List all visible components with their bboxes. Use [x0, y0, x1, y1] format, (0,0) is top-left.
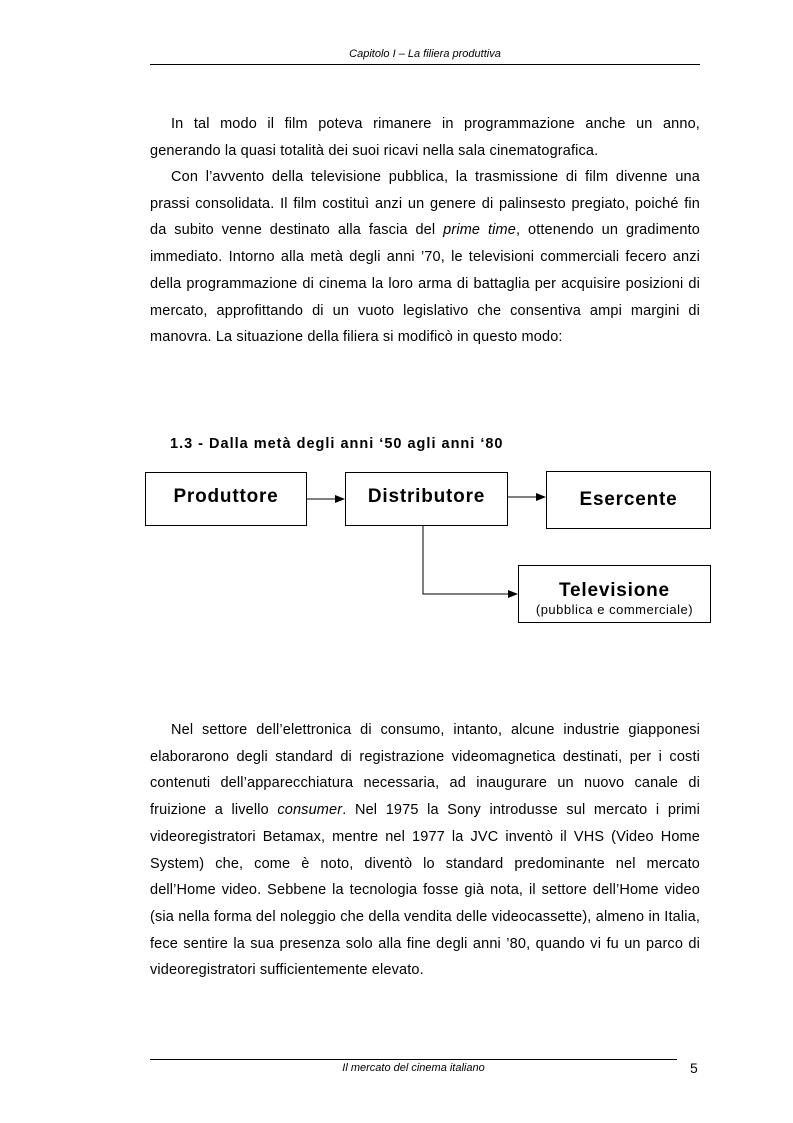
paragraph-2-italic-term: prime time [443, 222, 516, 239]
paragraph-3-text-b: . Nel 1975 la Sony introdusse sul mercato i primi videoregistratori Betamax, mentre nel 1977 la JVC inventò il VHS (Video Home System) che, come è noto, diventò lo standard predominante nel mercato dell’Home video. Sebbene la tecnologia fosse già nota, il settore dell’Home video (sia nella forma del noleggio che della vendita delle videocassette), almeno in Italia, fece sentire la sua presenza solo alla fine degli anni ’80, quando vi fu un parco di videoregistratori sufficientemente elevato. [150, 802, 700, 979]
footer-rule [150, 1059, 677, 1060]
box-esercente: Esercente [546, 471, 711, 529]
paragraph-1: In tal modo il film poteva rimanere in programmazione anche un anno, generando la quasi totalità dei suoi ricavi nella sala cinematografica. [150, 116, 700, 159]
paragraph-2-text-a: Con l’avvento della televisione pubblica, la trasmissione di film divenne una prassi consolidata. Il film costituì anzi un genere di palinsesto pregiato, poiché fin da subito venne destinato alla fascia del [150, 169, 700, 239]
running-header: Capitolo I – La filiera produttiva [349, 48, 501, 60]
running-footer: Il mercato del cinema italiano [342, 1062, 485, 1074]
box-televisione-label: Televisione [559, 580, 670, 601]
box-produttore: Produttore [145, 472, 307, 526]
page-number: 5 [690, 1060, 698, 1076]
figure-title: 1.3 - Dalla metà degli anni ‘50 agli anni ‘80 [170, 436, 504, 452]
box-televisione [518, 565, 711, 623]
paragraph-3-text-a: Nel settore dell’elettronica di consumo, intanto, alcune industrie giapponesi elaborarono degli standard di registrazione videomagnetica destinati, per i costi contenuti dell’apparecchiatura necessaria, ad inaugurare un nuovo canale di fruizione a livello [150, 722, 700, 819]
paragraph-3-italic-term: consumer [277, 802, 343, 819]
box-distributore: Distributore [345, 472, 508, 526]
paragraph-2-text-b: , ottenendo un gradimento immediato. Intorno alla metà degli anni ’70, le televisioni commerciali fecero anzi della programmazione di cinema la loro arma di battaglia per acquisire posizioni di mercato, approfittando di un vuoto legislativo che consentiva ampi margini di manovra. La situazione della filiera si modificò in questo modo: [150, 222, 700, 346]
arrow-distributore-televisione [423, 526, 517, 594]
paragraph-3 [150, 717, 700, 984]
box-televisione-sublabel: (pubblica e commerciale) [535, 602, 694, 617]
